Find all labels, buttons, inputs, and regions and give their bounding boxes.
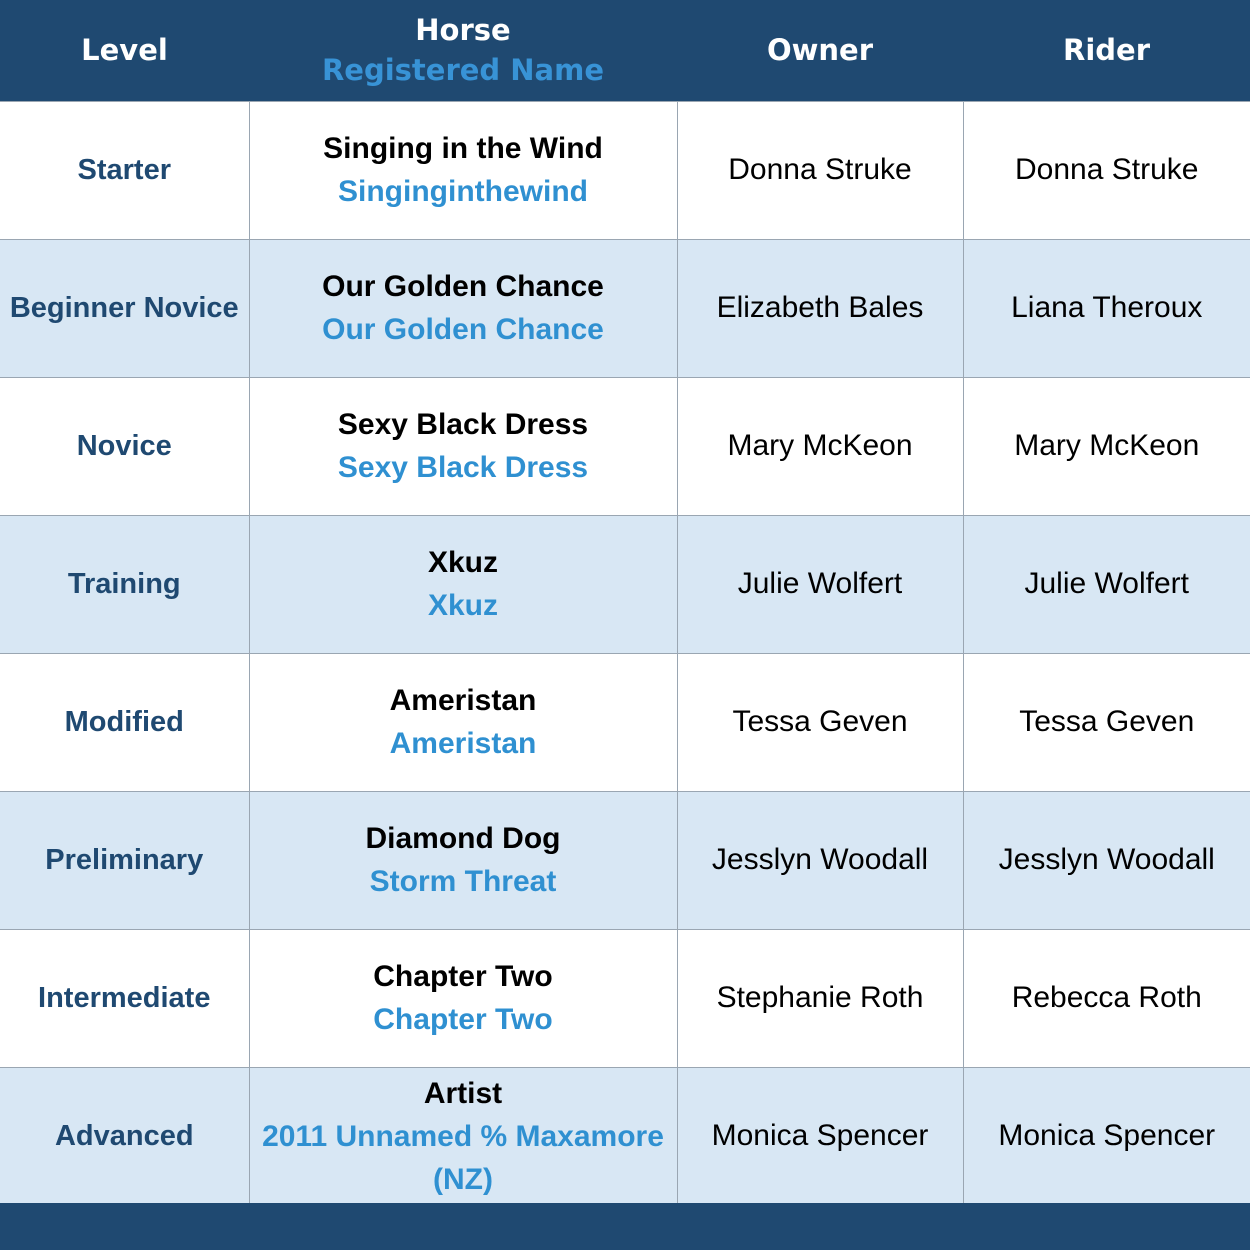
- rider-cell: Liana Theroux: [963, 239, 1250, 377]
- level-cell: Training: [0, 515, 249, 653]
- level-cell: Modified: [0, 653, 249, 791]
- table-row: [0, 929, 1250, 1067]
- table-row: [0, 101, 1250, 239]
- rider-cell: Donna Struke: [963, 101, 1250, 239]
- horse-name: Xkuz: [427, 546, 499, 579]
- header-horse-label: Horse: [415, 13, 511, 48]
- table-row: [0, 1067, 1250, 1205]
- owner-cell: Mary McKeon: [677, 377, 963, 515]
- rider-cell: Julie Wolfert: [963, 515, 1250, 653]
- horse-cell: [249, 515, 677, 653]
- horse-cell: [249, 791, 677, 929]
- owner-cell: Monica Spencer: [677, 1067, 963, 1205]
- horse-name: Artist: [423, 1076, 503, 1110]
- horse-cell: [249, 929, 677, 1067]
- registered-name: Storm Threat: [369, 865, 557, 898]
- header-owner: Owner: [677, 0, 963, 101]
- horse-cell: [249, 653, 677, 791]
- registered-name: Sexy Black Dress: [337, 451, 589, 484]
- table-row: [0, 791, 1250, 929]
- horse-name: Singing in the Wind: [323, 132, 603, 165]
- header-registered-name-label: Registered Name: [321, 53, 605, 88]
- owner-cell: Julie Wolfert: [677, 515, 963, 653]
- owner-cell: Jesslyn Woodall: [677, 791, 963, 929]
- table-row: [0, 653, 1250, 791]
- rider-cell: Mary McKeon: [963, 377, 1250, 515]
- rider-cell: Tessa Geven: [963, 653, 1250, 791]
- owner-cell: Stephanie Roth: [677, 929, 963, 1067]
- footer-bar: [0, 1203, 1250, 1250]
- horse-name: Sexy Black Dress: [337, 408, 589, 441]
- registered-name: Singinginthewind: [338, 175, 588, 208]
- rider-cell: Monica Spencer: [963, 1067, 1250, 1205]
- horse-name: Ameristan: [389, 684, 537, 717]
- owner-cell: Elizabeth Bales: [677, 239, 963, 377]
- registered-name: Our Golden Chance: [322, 313, 604, 346]
- table-row: [0, 239, 1250, 377]
- registered-name: Chapter Two: [373, 1003, 553, 1036]
- level-cell: Intermediate: [0, 929, 249, 1067]
- table-header: [0, 0, 1250, 101]
- horse-cell: [249, 101, 677, 239]
- header-row: [0, 0, 1250, 101]
- registered-name: Xkuz: [427, 589, 499, 622]
- horse-cell: [249, 377, 677, 515]
- registered-name: Ameristan: [389, 727, 537, 760]
- level-cell: Beginner Novice: [0, 239, 249, 377]
- owner-cell: Donna Struke: [677, 101, 963, 239]
- rider-cell: Jesslyn Woodall: [963, 791, 1250, 929]
- header-horse: [249, 0, 677, 101]
- level-cell: Advanced: [0, 1067, 249, 1205]
- rider-cell: Rebecca Roth: [963, 929, 1250, 1067]
- level-cell: Starter: [0, 101, 249, 239]
- horse-cell: [249, 1067, 677, 1205]
- table-body: [0, 101, 1250, 1205]
- horse-name: Chapter Two: [373, 960, 553, 993]
- registered-name: 2011 Unnamed % Maxamore (NZ): [262, 1119, 664, 1196]
- table-row: [0, 515, 1250, 653]
- level-cell: Preliminary: [0, 791, 249, 929]
- horse-name: Our Golden Chance: [322, 270, 604, 303]
- header-rider: Rider: [963, 0, 1250, 101]
- table-row: [0, 377, 1250, 515]
- horse-name: Diamond Dog: [365, 822, 561, 855]
- horse-cell: [249, 239, 677, 377]
- owner-cell: Tessa Geven: [677, 653, 963, 791]
- header-level: Level: [0, 0, 249, 101]
- level-cell: Novice: [0, 377, 249, 515]
